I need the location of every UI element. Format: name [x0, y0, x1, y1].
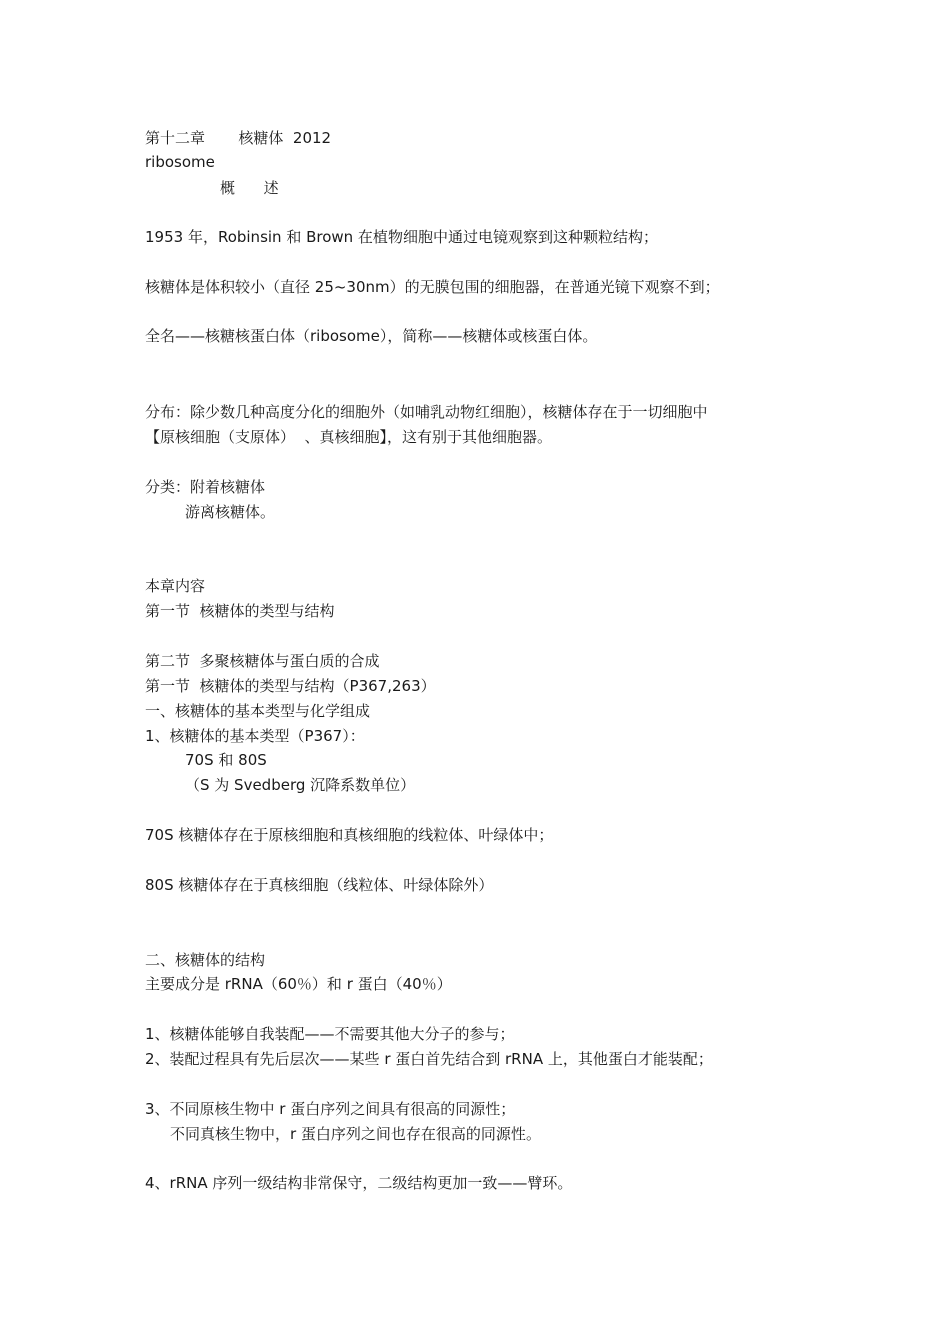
- contents-item: 第二节 多聚核糖体与蛋白质的合成: [145, 652, 380, 670]
- svedberg-note: （S 为 Svedberg 沉降系数单位）: [185, 776, 416, 794]
- chapter-title: 第十二章 核糖体 2012: [145, 129, 332, 147]
- classification-line2: 游离核糖体。: [185, 503, 276, 521]
- section-heading: 第一节 核糖体的类型与结构（P367,263）: [145, 677, 436, 695]
- list-item-continuation: 不同真核生物中，r 蛋白序列之间也存在很高的同源性。: [170, 1125, 541, 1143]
- paragraph-distribution-line2: 【原核细胞（支原体） 、真核细胞】，这有别于其他细胞器。: [145, 428, 553, 446]
- paragraph-components: 主要成分是 rRNA（60％）和 r 蛋白（40％）: [145, 975, 452, 993]
- list-item: 2、装配过程具有先后层次——某些 r 蛋白首先结合到 rRNA 上，其他蛋白才能装配；: [145, 1050, 713, 1068]
- subsection-heading: 一、核糖体的基本类型与化学组成: [145, 702, 371, 720]
- paragraph-distribution-line1: 分布：除少数几种高度分化的细胞外（如哺乳动物红细胞），核糖体存在于一切细胞中: [145, 403, 708, 421]
- paragraph-history: 1953 年，Robinsin 和 Brown 在植物细胞中通过电镜观察到这种颗粒结构；: [145, 228, 658, 246]
- paragraph-70s: 70S 核糖体存在于原核细胞和真核细胞的线粒体、叶绿体中；: [145, 826, 554, 844]
- paragraph-name: 全名——核糖核蛋白体（ribosome），简称——核糖体或核蛋白体。: [145, 327, 598, 345]
- paragraph-size: 核糖体是体积较小（直径 25~30nm）的无膜包围的细胞器，在普通光镜下观察不到；: [145, 278, 720, 296]
- list-item: 1、核糖体的基本类型（P367）：: [145, 727, 365, 745]
- list-item: 4、rRNA 序列一级结构非常保守，二级结构更加一致——臂环。: [145, 1174, 573, 1192]
- contents-heading: 本章内容: [145, 577, 206, 595]
- classification-line1: 分类：附着核糖体: [145, 478, 266, 496]
- paragraph-80s: 80S 核糖体存在于真核细胞（线粒体、叶绿体除外）: [145, 876, 494, 894]
- chapter-title-english: ribosome: [145, 153, 215, 171]
- ribosome-types: 70S 和 80S: [185, 751, 267, 769]
- contents-item: 第一节 核糖体的类型与结构: [145, 602, 335, 620]
- list-item: 1、核糖体能够自我装配——不需要其他大分子的参与；: [145, 1025, 515, 1043]
- subsection-heading: 二、核糖体的结构: [145, 951, 266, 969]
- list-item: 3、不同原核生物中 r 蛋白序列之间具有很高的同源性；: [145, 1100, 516, 1118]
- overview-heading: 概 述: [220, 179, 279, 197]
